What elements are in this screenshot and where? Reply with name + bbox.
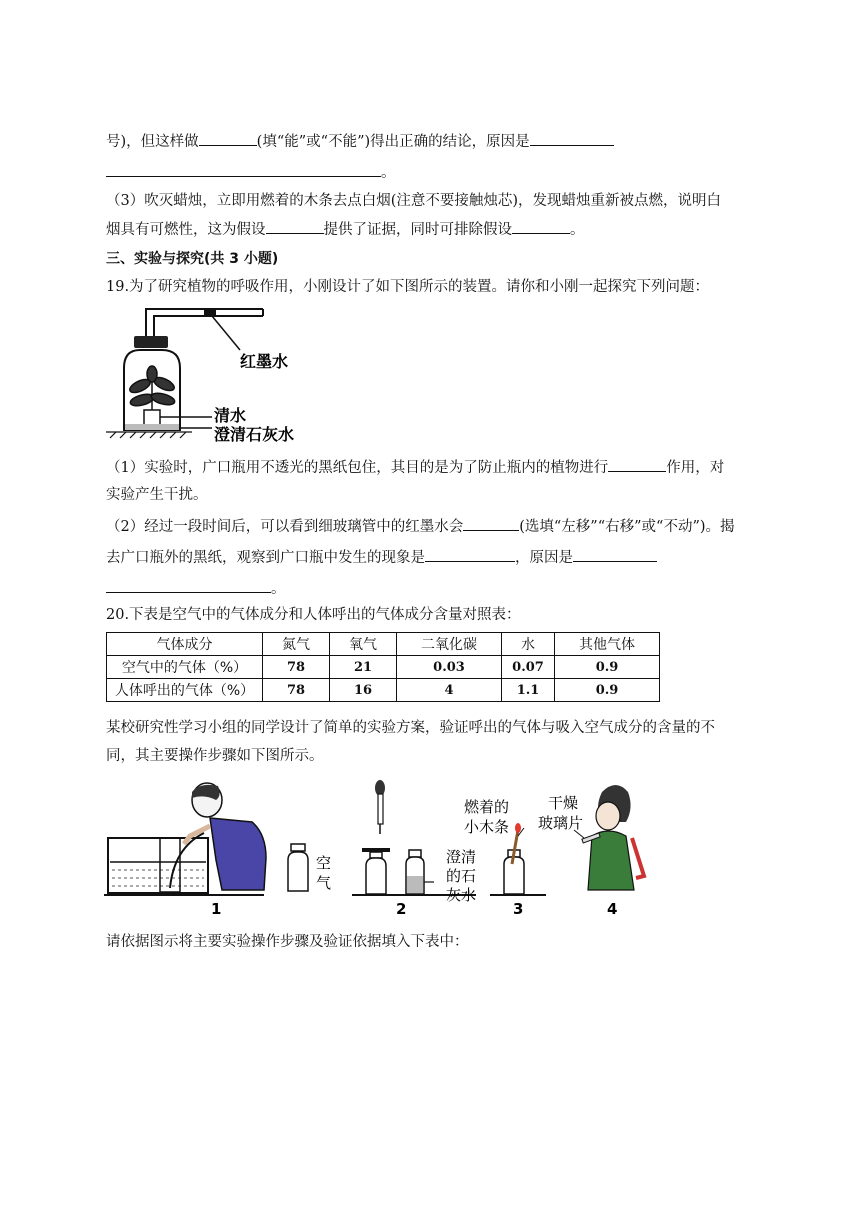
table-header-cell: 氧气 [330, 633, 397, 656]
answer-blank[interactable] [530, 131, 614, 146]
q18-part3-line2 [106, 219, 585, 240]
table-cell: 1.1 [502, 679, 555, 702]
table-cell: 4 [397, 679, 502, 702]
table-header-cell: 氮气 [263, 633, 330, 656]
q19-text: ，原因是 [515, 550, 573, 566]
q19-apparatus-figure [100, 300, 320, 450]
q19-text: (选填“左移”“右移”或“不动”)。揭 [519, 519, 735, 535]
q18-text: 。 [570, 222, 585, 238]
table-cell: 0.9 [555, 656, 660, 679]
label-burning-stick: 小木条 [464, 818, 510, 836]
label-dry-glass: 玻璃片 [538, 814, 584, 832]
q18-text: 提供了证据，同时可排除假设 [323, 222, 512, 238]
step-label: 2 [396, 900, 407, 918]
label-lime-water: 的石 [446, 867, 477, 885]
label-lime-water: 灰水 [446, 886, 477, 904]
gas-jar [362, 848, 390, 894]
stopper [134, 336, 168, 348]
row-label: 人体呼出的气体（%） [107, 679, 263, 702]
step-label: 3 [513, 900, 524, 918]
gas-composition-table [106, 632, 660, 702]
answer-blank[interactable] [106, 162, 381, 177]
q18-line2 [106, 162, 396, 183]
q19-part2-line1 [106, 516, 735, 537]
q19-part2-line3 [106, 578, 286, 599]
q20-instruction: 请依据图示将主要实验操作步骤及验证依据填入下表中： [106, 934, 469, 950]
label-air: 空 [316, 854, 332, 872]
answer-blank[interactable] [266, 219, 324, 234]
q18-text: 号)，但这样做 [106, 134, 199, 150]
answer-blank[interactable] [463, 516, 519, 531]
q18-text: 。 [381, 165, 396, 181]
q19-stem: 19.为了研究植物的呼吸作用，小刚设计了如下图所示的装置。请你和小刚一起探究下列问题： [106, 279, 710, 295]
lime-water-layer [125, 424, 179, 430]
q20-description-line2: 同，其主要操作步骤如下图所示。 [106, 748, 324, 764]
q18-part3-line1: （3）吹灭蜡烛，立即用燃着的木条去点白烟(注意不要接触烛芯)，发现蜡烛重新被点燃，说明白 [106, 193, 722, 209]
q19-text: （2）经过一段时间后，可以看到细玻璃管中的红墨水会 [106, 519, 464, 535]
q18-text: 烟具有可燃性，这为假设 [106, 222, 266, 238]
q18-line1 [106, 131, 614, 152]
table-cell: 0.03 [397, 656, 502, 679]
lime-water-jar [406, 850, 424, 894]
answer-blank[interactable] [199, 131, 257, 146]
air-jar [288, 844, 308, 891]
row-label: 空气中的气体（%） [107, 656, 263, 679]
q19-text: 去广口瓶外的黑纸，观察到广口瓶中发生的现象是 [106, 550, 425, 566]
table-row [107, 679, 660, 702]
table-header-cell: 二氧化碳 [397, 633, 502, 656]
table-cell: 78 [263, 679, 330, 702]
table-cell: 21 [330, 656, 397, 679]
label-burning-stick: 燃着的 [464, 798, 510, 816]
q19-part2-line2 [106, 547, 657, 568]
answer-blank[interactable] [425, 547, 515, 562]
q19-part1-line2: 实验产生干扰。 [106, 487, 208, 503]
table-cell: 0.07 [502, 656, 555, 679]
red-ink-drop [204, 309, 216, 316]
girl-breathing-on-glass-icon [582, 785, 644, 890]
label-water: 清水 [214, 406, 247, 425]
water-trough [108, 838, 208, 893]
table-cell: 16 [330, 679, 397, 702]
label-dry-glass: 干燥 [548, 794, 579, 812]
q20-description-line1: 某校研究性学习小组的同学设计了简单的实验方案，验证呼出的气体与吸入空气成分的含量的不 [106, 720, 715, 736]
label-air: 气 [316, 874, 332, 892]
answer-blank[interactable] [573, 547, 657, 562]
q19-text: 作用，对 [666, 460, 725, 476]
dropper-icon [375, 780, 385, 834]
q20-procedure-figure [104, 778, 649, 923]
table-header-cell: 其他气体 [555, 633, 660, 656]
answer-blank[interactable] [106, 578, 271, 593]
label-red-ink: 红墨水 [240, 352, 289, 371]
table-header-cell: 水 [502, 633, 555, 656]
q19-part1-line1 [106, 457, 724, 478]
table-surface [106, 432, 192, 438]
q18-text: (填“能”或“不能”)得出正确的结论，原因是 [256, 134, 530, 150]
label-lime-water: 澄清石灰水 [214, 425, 295, 444]
table-header-cell: 气体成分 [107, 633, 263, 656]
label-lime-water: 澄清 [446, 848, 477, 866]
table-header-row [107, 633, 660, 656]
table-row [107, 656, 660, 679]
section-title: 三、实验与探究(共 3 小题) [106, 251, 279, 267]
step-label: 4 [607, 900, 618, 918]
q20-stem: 20.下表是空气中的气体成分和人体呼出的气体成分含量对照表： [106, 607, 521, 623]
q19-text: 。 [271, 581, 286, 597]
table-cell: 0.9 [555, 679, 660, 702]
answer-blank[interactable] [512, 219, 570, 234]
table-cell: 78 [263, 656, 330, 679]
q19-text: （1）实验时，广口瓶用不透光的黑纸包住，其目的是为了防止瓶内的植物进行 [106, 460, 609, 476]
step-label: 1 [211, 900, 222, 918]
answer-blank[interactable] [608, 457, 666, 472]
